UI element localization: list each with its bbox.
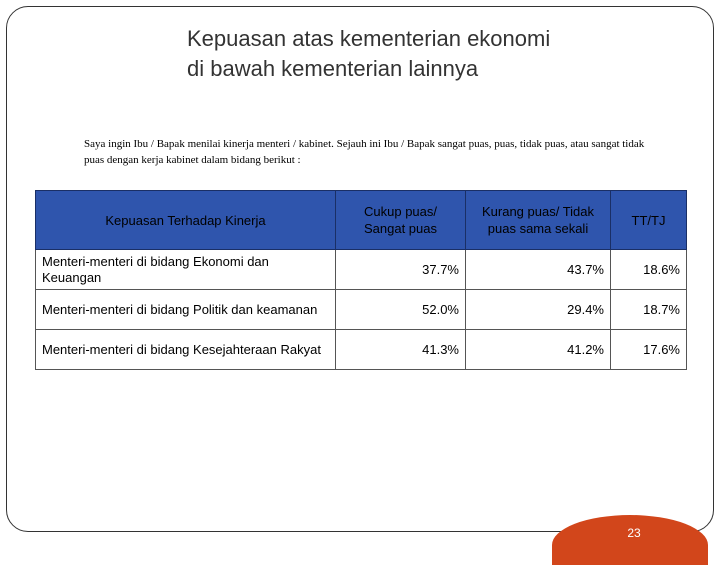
cell-puas: 52.0% <box>336 290 466 330</box>
satisfaction-table <box>35 190 687 370</box>
cell-tt-tj: 17.6% <box>611 330 687 370</box>
header-tidak-puas: Kurang puas/ Tidak puas sama sekali <box>466 191 611 250</box>
table-header-row <box>36 191 687 250</box>
row-label: Menteri-menteri di bidang Politik dan keamanan <box>36 290 336 330</box>
title-line-2: di bawah kementerian lainnya <box>187 56 479 81</box>
page-number: 23 <box>627 526 641 540</box>
cell-tt-tj: 18.6% <box>611 250 687 290</box>
cell-tidak-puas: 41.2% <box>466 330 611 370</box>
cell-tidak-puas: 43.7% <box>466 250 611 290</box>
cell-tt-tj: 18.7% <box>611 290 687 330</box>
header-puas: Cukup puas/ Sangat puas <box>336 191 466 250</box>
intro-text: Saya ingin Ibu / Bapak menilai kinerja menteri / kabinet. Sejauh ini Ibu / Bapak sangat puas, puas, tidak puas, atau sangat tidak puas dengan kerja kabinet dalam bidang berikut : <box>84 138 645 166</box>
table-row <box>36 330 687 370</box>
title-line-1: Kepuasan atas kementerian ekonomi <box>187 26 551 51</box>
table-row <box>36 290 687 330</box>
table-row <box>36 250 687 290</box>
cell-puas: 41.3% <box>336 330 466 370</box>
cell-puas: 37.7% <box>336 250 466 290</box>
slide-title <box>187 24 647 84</box>
cell-tidak-puas: 29.4% <box>466 290 611 330</box>
row-label: Menteri-menteri di bidang Kesejahteraan Rakyat <box>36 330 336 370</box>
row-label: Menteri-menteri di bidang Ekonomi dan Keuangan <box>36 250 336 290</box>
header-kepuasan: Kepuasan Terhadap Kinerja <box>36 191 336 250</box>
header-tt-tj: TT/TJ <box>611 191 687 250</box>
